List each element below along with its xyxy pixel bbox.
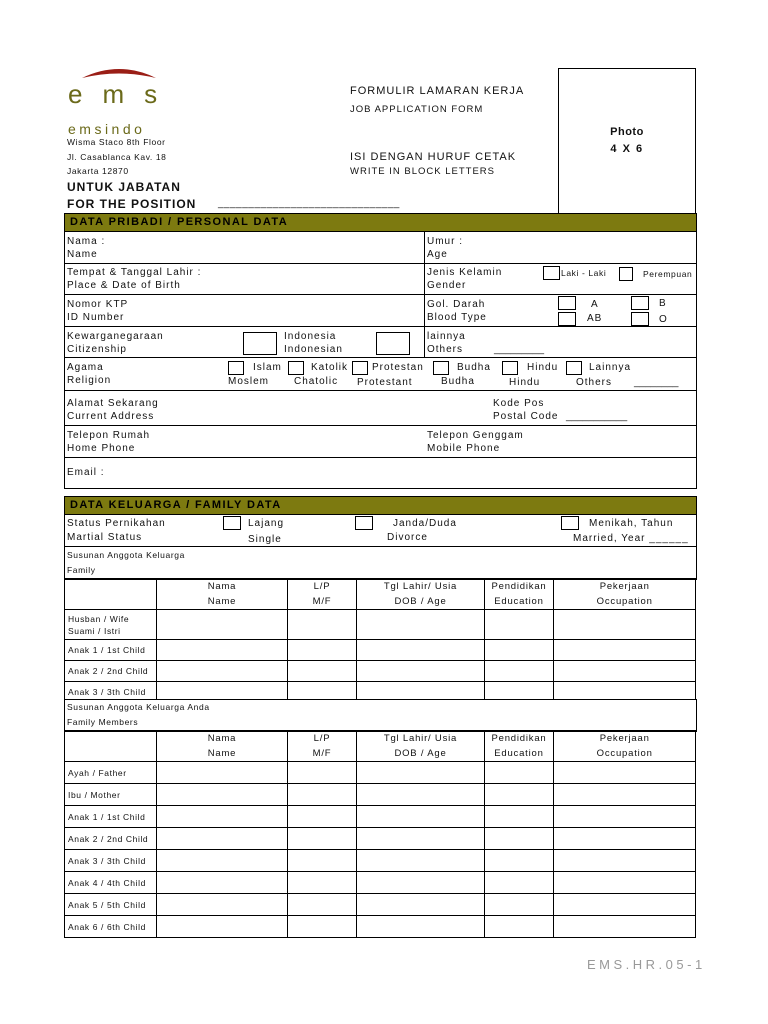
marital-status-label: Status Pernikahan (67, 518, 166, 529)
table-cell[interactable] (287, 872, 357, 894)
table-cell[interactable] (157, 872, 287, 894)
row-label: Anak 3 / 3th Child (65, 850, 157, 872)
table-cell[interactable] (287, 610, 357, 640)
marital-divorce-checkbox[interactable] (355, 516, 373, 530)
table-cell[interactable] (554, 762, 696, 784)
col-name-id: Nama (207, 733, 237, 744)
table-row (65, 828, 696, 850)
age-label: Umur : (427, 236, 463, 247)
family-caption-1-en: Family (67, 565, 96, 575)
photo-size: 4 X 6 (610, 143, 644, 155)
blood-o-checkbox[interactable] (631, 312, 649, 326)
gender-label-en: Gender (427, 280, 467, 291)
table-cell[interactable] (157, 916, 287, 938)
table-cell[interactable] (157, 828, 287, 850)
id-number-label: Nomor KTP (67, 299, 129, 310)
table-row (65, 894, 696, 916)
logo-arc-icon (80, 66, 158, 80)
citizenship-indonesian-label-en: Indonesian (284, 344, 343, 355)
company-address-2: Jl. Casablanca Kav. 18 (67, 152, 167, 162)
family-caption-2-en: Family Members (67, 717, 139, 727)
table-row (65, 850, 696, 872)
marital-single-label: Lajang (248, 518, 285, 529)
blood-b-label: B (659, 298, 667, 309)
table-cell[interactable] (287, 894, 357, 916)
marital-married-label: Menikah, Tahun (589, 518, 674, 529)
blood-a-label: A (591, 299, 599, 310)
birth-label: Tempat & Tanggal Lahir : (67, 267, 202, 278)
religion-others-label-en: Others (576, 377, 613, 388)
marital-status-label-en: Martial Status (67, 532, 143, 543)
photo-box[interactable] (558, 68, 696, 214)
table-cell[interactable] (357, 610, 484, 640)
marital-divorce-label: Janda/Duda (393, 518, 457, 529)
religion-others-checkbox[interactable] (566, 361, 582, 375)
religion-katolik-label: Katolik (311, 362, 349, 373)
table-cell[interactable] (554, 640, 696, 661)
table-row (65, 916, 696, 938)
table-cell[interactable] (157, 806, 287, 828)
table-cell[interactable] (554, 610, 696, 640)
table-row (65, 872, 696, 894)
citizenship-label-en: Citizenship (67, 344, 127, 355)
gender-male-label: Laki - Laki (561, 268, 607, 278)
row-label: Husban / Wife (68, 613, 130, 624)
table-cell[interactable] (357, 916, 484, 938)
name-label-en: Name (67, 249, 98, 260)
table-cell[interactable] (554, 872, 696, 894)
table-cell[interactable] (157, 610, 287, 640)
family-data-title: DATA KELUARGA / FAMILY DATA (70, 499, 282, 511)
position-input[interactable]: ______________________________ (218, 198, 400, 209)
table-cell[interactable] (157, 661, 287, 682)
row-label: Anak 4 / 4th Child (65, 872, 157, 894)
religion-katolik-checkbox[interactable] (288, 361, 304, 375)
table-cell[interactable] (484, 850, 554, 872)
gender-female-label: Perempuan (643, 269, 693, 279)
blood-type-label-en: Blood Type (427, 312, 487, 323)
table-cell[interactable] (287, 850, 357, 872)
address-label-en: Current Address (67, 411, 155, 422)
table-cell[interactable] (157, 894, 287, 916)
citizenship-indonesian-label: Indonesia (284, 331, 337, 342)
table-cell[interactable] (357, 806, 484, 828)
table-cell[interactable] (357, 850, 484, 872)
col-occupation-id: Pekerjaan (599, 733, 650, 744)
blood-o-label: O (659, 314, 668, 325)
marital-single-checkbox[interactable] (223, 516, 241, 530)
family-table-header-row (65, 579, 696, 610)
gender-female-checkbox[interactable] (619, 267, 633, 281)
citizenship-indonesian-checkbox[interactable] (243, 332, 277, 355)
table-cell[interactable] (157, 640, 287, 661)
table-cell[interactable] (484, 784, 554, 806)
religion-budha-label-en: Budha (441, 376, 475, 387)
table-cell[interactable] (287, 784, 357, 806)
table-cell[interactable] (157, 762, 287, 784)
col-dob-id: Tgl Lahir/ Usia (383, 733, 458, 744)
home-phone-label: Telepon Rumah (67, 430, 151, 441)
table-cell[interactable] (554, 784, 696, 806)
table-cell[interactable] (357, 762, 484, 784)
citizenship-others-label: lainnya (427, 331, 466, 342)
col-name-id: Nama (207, 581, 237, 592)
religion-others-input[interactable]: ________ (634, 377, 679, 388)
table-cell[interactable] (287, 661, 357, 682)
position-label-en: FOR THE POSITION (67, 197, 197, 211)
table-cell[interactable] (484, 828, 554, 850)
marital-married-label-en: Married, Year ______ (573, 533, 689, 544)
col-education-en: Education (494, 748, 544, 759)
mobile-phone-label: Telepon Genggam (427, 430, 524, 441)
email-label: Email : (67, 467, 105, 478)
photo-label: Photo (610, 126, 644, 138)
family-caption-1-id: Susunan Anggota Keluarga (67, 550, 185, 560)
religion-label: Agama (67, 362, 104, 373)
religion-label-en: Religion (67, 375, 112, 386)
row-label: Anak 1 / 1st Child (65, 640, 157, 661)
name-label: Nama : (67, 236, 106, 247)
personal-data-title: DATA PRIBADI / PERSONAL DATA (70, 216, 289, 228)
table-row (65, 661, 696, 682)
table-row (65, 806, 696, 828)
table-cell[interactable] (554, 916, 696, 938)
religion-hindu-label-en: Hindu (509, 377, 541, 388)
col-name-en: Name (207, 596, 237, 607)
table-row (65, 762, 696, 784)
col-gender-id: L/P (313, 733, 331, 744)
row-label: Ayah / Father (65, 762, 157, 784)
table-cell[interactable] (157, 850, 287, 872)
table-cell[interactable] (157, 784, 287, 806)
religion-budha-label: Budha (457, 362, 491, 373)
religion-protestan-label: Protestan (372, 362, 424, 373)
logo-brand: emsindo (68, 121, 146, 137)
family-table (64, 578, 696, 703)
table-cell[interactable] (484, 916, 554, 938)
row-label: Ibu / Mother (65, 784, 157, 806)
table-cell[interactable] (484, 894, 554, 916)
family-caption-2-id: Susunan Anggota Keluarga Anda (67, 702, 210, 712)
col-education-id: Pendidikan (491, 733, 547, 744)
religion-budha-checkbox[interactable] (433, 361, 449, 375)
col-dob-id: Tgl Lahir/ Usia (383, 581, 458, 592)
row-label: Anak 5 / 5th Child (65, 894, 157, 916)
id-number-label-en: ID Number (67, 312, 125, 323)
table-cell[interactable] (357, 828, 484, 850)
col-gender-en: M/F (312, 748, 332, 759)
religion-hindu-checkbox[interactable] (502, 361, 518, 375)
blood-ab-label: AB (587, 313, 603, 324)
family-data-header (64, 496, 697, 515)
table-row (65, 640, 696, 661)
position-label-id: UNTUK JABATAN (67, 180, 181, 194)
citizenship-others-checkbox[interactable] (376, 332, 410, 355)
postal-code-label: Kode Pos (493, 398, 545, 409)
col-education-id: Pendidikan (491, 581, 547, 592)
blood-a-checkbox[interactable] (558, 296, 576, 310)
religion-hindu-label: Hindu (527, 362, 559, 373)
religion-islam-label-en: Moslem (228, 376, 270, 387)
birth-label-en: Place & Date of Birth (67, 280, 181, 291)
instruction-en: WRITE IN BLOCK LETTERS (350, 166, 495, 177)
religion-protestan-label-en: Protestant (357, 377, 413, 388)
logo-text: ems (68, 79, 178, 109)
row-label: Anak 6 / 6th Child (65, 916, 157, 938)
col-occupation-en: Occupation (596, 748, 653, 759)
row-label: Suami / Istri (68, 625, 121, 636)
table-cell[interactable] (484, 640, 554, 661)
col-occupation-en: Occupation (596, 596, 653, 607)
family-members-header-row (65, 731, 696, 762)
table-row (65, 610, 696, 640)
table-cell[interactable] (484, 610, 554, 640)
company-address-1: Wisma Staco 8th Floor (67, 137, 166, 147)
row-label: Anak 2 / 2nd Child (65, 661, 157, 682)
marital-divorce-label-en: Divorce (387, 532, 428, 543)
mobile-phone-label-en: Mobile Phone (427, 443, 501, 454)
table-row (65, 784, 696, 806)
citizenship-others-input[interactable]: _________ (494, 344, 545, 355)
table-cell[interactable] (484, 762, 554, 784)
table-cell[interactable] (357, 661, 484, 682)
form-title-id: FORMULIR LAMARAN KERJA (350, 85, 525, 97)
row-label: Anak 2 / 2nd Child (65, 828, 157, 850)
instruction-id: ISI DENGAN HURUF CETAK (350, 151, 517, 163)
table-cell[interactable] (484, 806, 554, 828)
family-members-table (64, 730, 696, 938)
table-cell[interactable] (554, 661, 696, 682)
blood-b-checkbox[interactable] (631, 296, 649, 310)
col-name-en: Name (207, 748, 237, 759)
citizenship-others-label-en: Others (427, 344, 464, 355)
age-label-en: Age (427, 249, 448, 260)
table-cell[interactable] (287, 828, 357, 850)
col-education-en: Education (494, 596, 544, 607)
religion-islam-label: Islam (253, 362, 282, 373)
citizenship-label: Kewarganegaraan (67, 331, 164, 342)
col-gender-id: L/P (313, 581, 331, 592)
postal-code-input[interactable]: ___________ (566, 411, 628, 422)
religion-islam-checkbox[interactable] (228, 361, 244, 375)
gender-male-checkbox[interactable] (543, 266, 560, 280)
col-occupation-id: Pekerjaan (599, 581, 650, 592)
col-dob-en: DOB / Age (394, 596, 447, 607)
blood-type-label: Gol. Darah (427, 299, 486, 310)
postal-code-label-en: Postal Code (493, 411, 559, 422)
home-phone-label-en: Home Phone (67, 443, 136, 454)
table-cell[interactable] (554, 828, 696, 850)
religion-katolik-label-en: Chatolic (294, 376, 339, 387)
table-cell[interactable] (484, 872, 554, 894)
form-code: EMS.HR.05-1 (587, 957, 706, 972)
religion-others-label: Lainnya (589, 362, 632, 373)
form-title-en: JOB APPLICATION FORM (350, 104, 484, 115)
table-cell[interactable] (287, 640, 357, 661)
table-cell[interactable] (357, 894, 484, 916)
row-label: Anak 3 / 3th Child (65, 682, 157, 703)
row-label: Anak 1 / 1st Child (65, 806, 157, 828)
company-address-3: Jakarta 12870 (67, 166, 129, 176)
table-cell[interactable] (357, 872, 484, 894)
blood-ab-checkbox[interactable] (558, 312, 576, 326)
table-cell[interactable] (554, 850, 696, 872)
table-cell[interactable] (357, 784, 484, 806)
col-dob-en: DOB / Age (394, 748, 447, 759)
personal-data-header (64, 213, 697, 232)
table-cell[interactable] (554, 894, 696, 916)
marital-married-checkbox[interactable] (561, 516, 579, 530)
religion-protestan-checkbox[interactable] (352, 361, 368, 375)
marital-single-label-en: Single (248, 534, 282, 545)
table-cell[interactable] (287, 916, 357, 938)
table-cell[interactable] (357, 640, 484, 661)
table-cell[interactable] (287, 762, 357, 784)
col-gender-en: M/F (312, 596, 332, 607)
table-cell[interactable] (484, 661, 554, 682)
table-cell[interactable] (554, 806, 696, 828)
address-label: Alamat Sekarang (67, 398, 159, 409)
gender-label: Jenis Kelamin (427, 267, 503, 278)
table-cell[interactable] (287, 806, 357, 828)
